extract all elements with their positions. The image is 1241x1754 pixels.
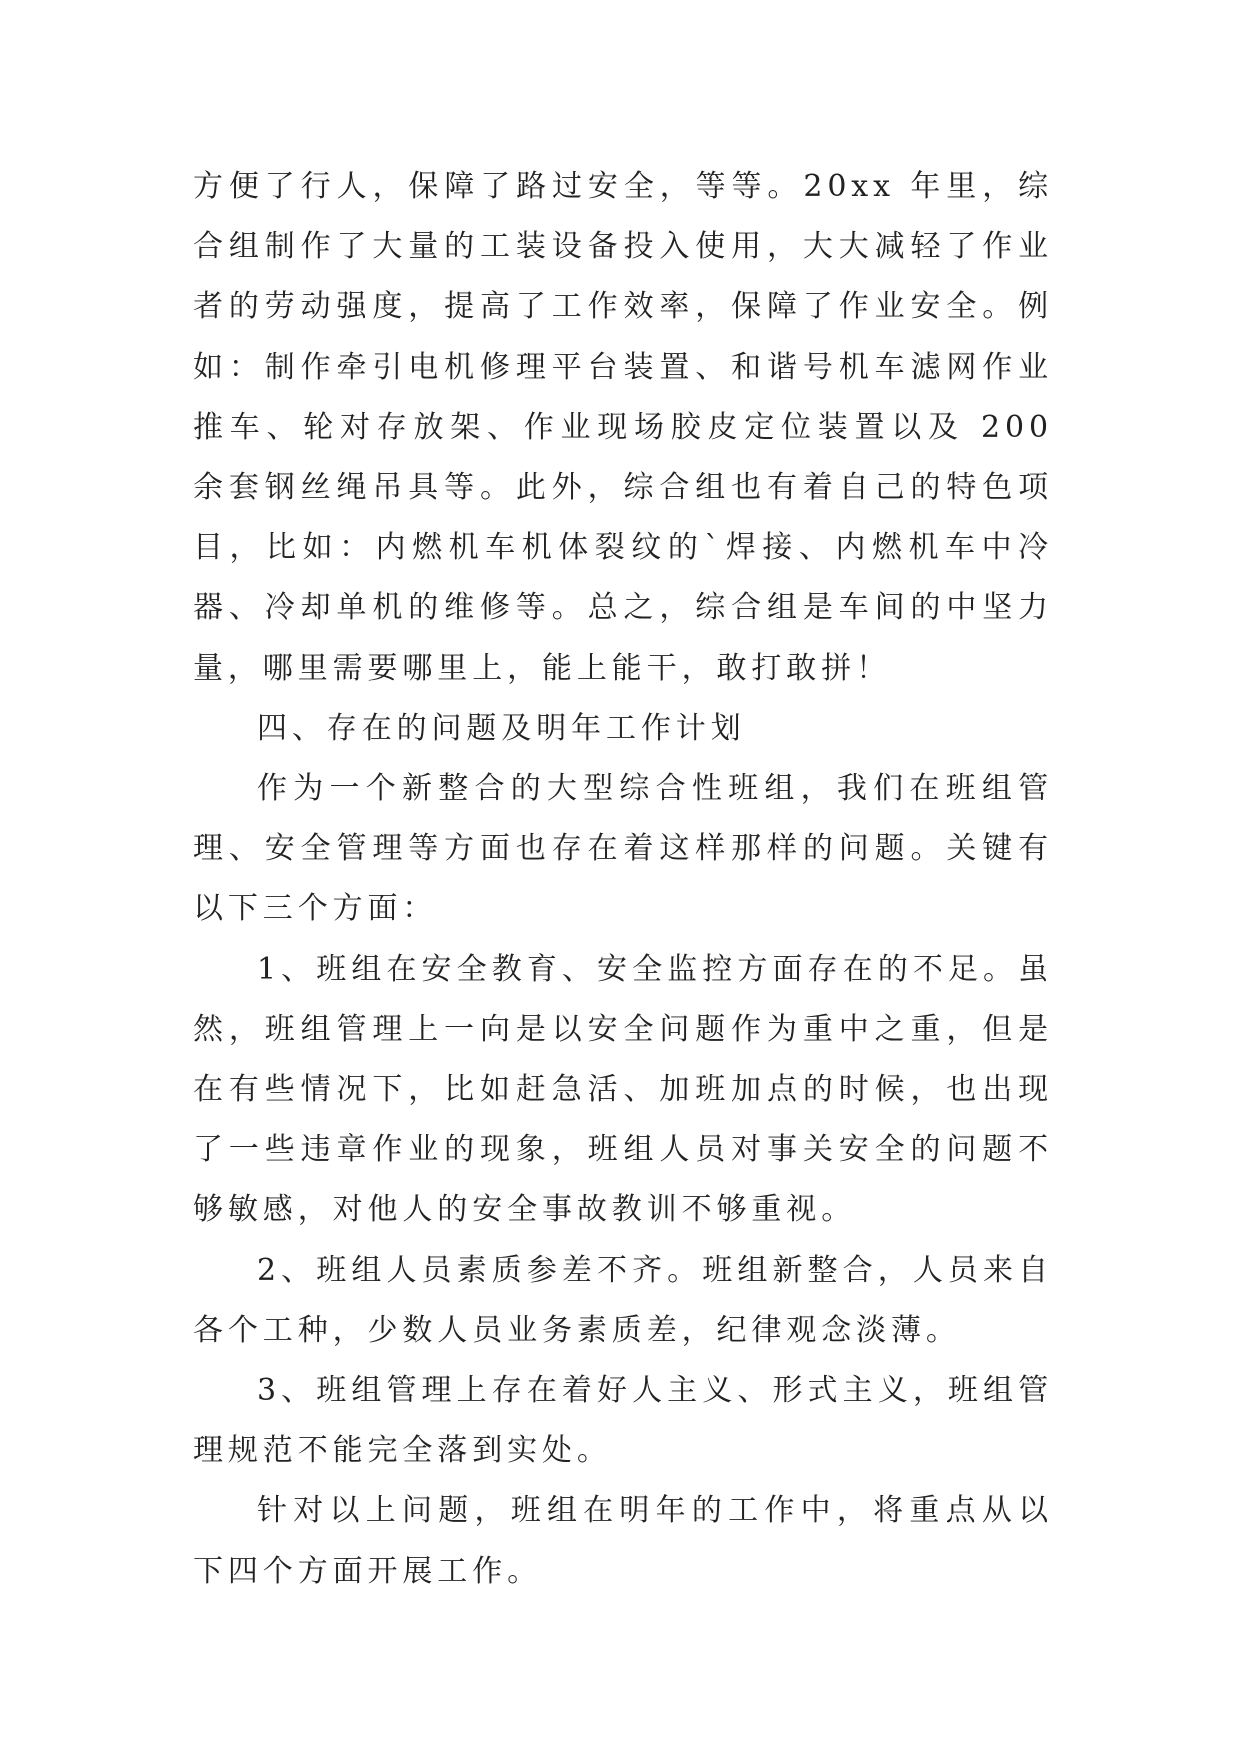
- paragraph-problem-1: 1、班组在安全教育、安全监控方面存在的不足。虽然，班组管理上一向是以安全问题作为重中之重，但是在有些情况下，比如赶急活、加班加点的时候，也出现了一些违章作业的现象，班组人员对事关安全的问题不够敏感，对他人的安全事故教训不够重视。: [193, 951, 1053, 1228]
- document-body: [193, 157, 1053, 1602]
- paragraph-intro-problems: 作为一个新整合的大型综合性班组，我们在班组管理、安全管理等方面也存在着这样那样的问题。关键有以下三个方面：: [193, 771, 1053, 927]
- paragraph-plan-intro: 针对以上问题，班组在明年的工作中，将重点从以下四个方面开展工作。: [193, 1493, 1053, 1589]
- paragraph-problem-3: 3、班组管理上存在着好人主义、形式主义，班组管理规范不能完全落到实处。: [193, 1373, 1053, 1469]
- paragraph-continuation: 方便了行人，保障了路过安全，等等。20xx 年里，综合组制作了大量的工装设备投入使用，大大减轻了作业者的劳动强度，提高了工作效率，保障了作业安全。例如：制作牵引电机修理平台装置、和谐号机车滤网作业推车、轮对存放架、作业现场胶皮定位装置以及 200 余套钢丝绳吊具等。此外，综合组也有着自己的特色项目，比如：内燃机车机体裂纹的`焊接、内燃机车中冷器、冷却单机的维修等。总之，综合组是车间的中坚力量，哪里需要哪里上，能上能干，敢打敢拼！: [193, 169, 1053, 686]
- section-heading-problems-plan: 四、存在的问题及明年工作计划: [257, 710, 746, 746]
- paragraph-problem-2: 2、班组人员素质参差不齐。班组新整合，人员来自各个工种，少数人员业务素质差，纪律观念淡薄。: [193, 1252, 1053, 1348]
